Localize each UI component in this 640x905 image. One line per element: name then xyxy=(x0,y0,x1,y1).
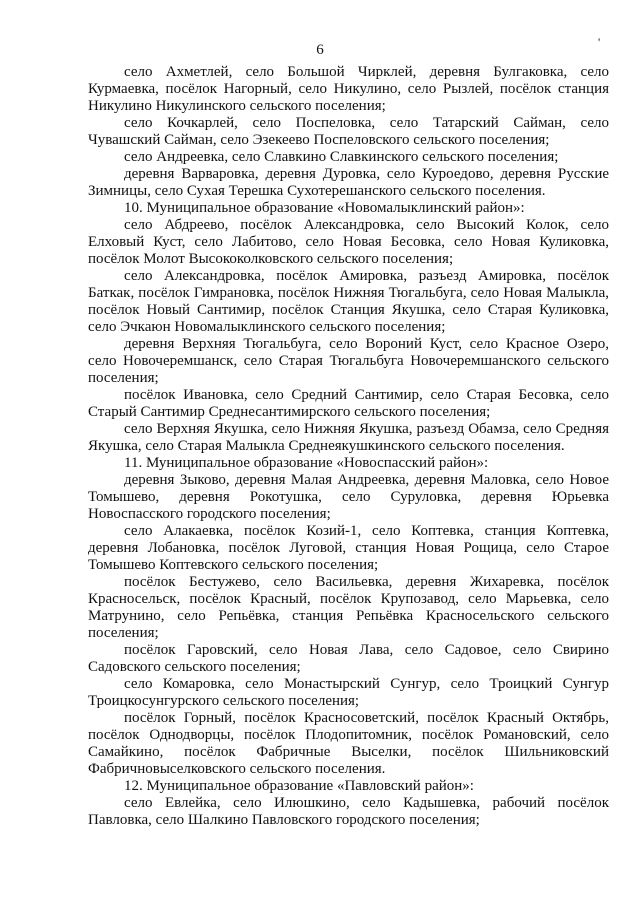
document-body xyxy=(88,64,609,829)
document-paragraph: деревня Зыково, деревня Малая Андреевка, деревня Маловка, село Новое Томышево, деревня Рокотушка, село Суруловка, деревня Юрьевка Новоспасского городского поселения; xyxy=(88,472,609,522)
document-paragraph: деревня Варваровка, деревня Дуровка, село Куроедово, деревня Русские Зимницы, село Сухая Терешка Сухотерешанского сельского поселения. xyxy=(88,166,609,199)
document-paragraph: село Алакаевка, посёлок Козий-1, село Коптевка, станция Коптевка, деревня Лобановка, посёлок Луговой, станция Новая Рощица, село Старое Томышево Коптевского сельского поселения; xyxy=(88,523,609,573)
document-paragraph: посёлок Горный, посёлок Красносоветский, посёлок Красный Октябрь, посёлок Однодворцы, посёлок Плодопитомник, посёлок Романовский, село Самайкино, посёлок Фабричные Выселки, посёлок Шильниковский Фабричновыселковского сельского поселения. xyxy=(88,710,609,777)
document-paragraph: 12. Муниципальное образование «Павловский район»: xyxy=(124,778,474,794)
document-paragraph: 10. Муниципальное образование «Новомалыклинский район»: xyxy=(124,200,525,216)
document-paragraph: посёлок Бестужево, село Васильевка, деревня Жихаревка, посёлок Красносельск, посёлок Красный, посёлок Крупозавод, село Марьевка, село Матрунино, село Репьёвка, станция Репьёвка Красносельского сельского поселения; xyxy=(88,574,609,641)
corner-mark: ' xyxy=(598,35,601,49)
document-paragraph: село Комаровка, село Монастырский Сунгур, село Троицкий Сунгур Троицкосунгурского сельского поселения; xyxy=(88,676,609,709)
document-paragraph: село Верхняя Якушка, село Нижняя Якушка, разъезд Обамза, село Средняя Якушка, село Старая Малыкла Среднеякушкинского сельского поселения. xyxy=(88,421,609,454)
document-paragraph: село Абдреево, посёлок Александровка, село Высокий Колок, село Елховый Куст, село Лабитово, село Новая Бесовка, село Новая Куликовка, посёлок Молот Высококолковского сельского поселения; xyxy=(88,217,609,267)
document-paragraph: село Кочкарлей, село Поспеловка, село Татарский Сайман, село Чувашский Сайман, село Эзекеево Поспеловского сельского поселения; xyxy=(88,115,609,148)
document-paragraph: село Александровка, посёлок Амировка, разъезд Амировка, посёлок Баткак, посёлок Гимрановка, посёлок Нижняя Тюгальбуга, село Новая Малыкла, посёлок Новый Сантимир, посёлок Станция Якушка, село Старая Куликовка, село Эчкаюн Новомалыклинского сельского поселения; xyxy=(88,268,609,335)
page-number: 6 xyxy=(316,42,324,58)
document-paragraph: 11. Муниципальное образование «Новоспасский район»: xyxy=(124,455,489,471)
document-paragraph: деревня Верхняя Тюгальбуга, село Вороний Куст, село Красное Озеро, село Новочеремшанск, село Старая Тюгальбуга Новочеремшанского сельского поселения; xyxy=(88,336,609,386)
document-paragraph: село Евлейка, село Илюшкино, село Кадышевка, рабочий посёлок Павловка, село Шалкино Павловского городского поселения; xyxy=(88,795,609,828)
document-paragraph: село Ахметлей, село Большой Чирклей, деревня Булгаковка, село Курмаевка, посёлок Нагорный, село Никулино, село Рызлей, посёлок станция Никулино Никулинского сельского поселения; xyxy=(88,64,609,114)
document-paragraph: село Андреевка, село Славкино Славкинского сельского поселения; xyxy=(124,149,559,165)
document-paragraph: посёлок Гаровский, село Новая Лава, село Садовое, село Свирино Садовского сельского поселения; xyxy=(88,642,609,675)
document-paragraph: посёлок Ивановка, село Средний Сантимир, село Старая Бесовка, село Старый Сантимир Среднесантимирского сельского поселения; xyxy=(88,387,609,420)
